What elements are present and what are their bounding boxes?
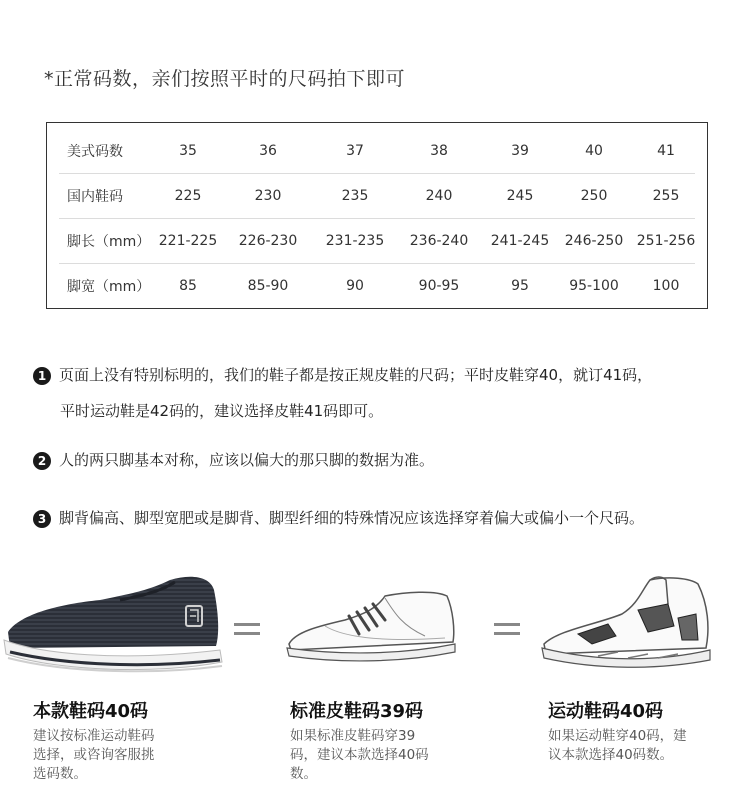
page-heading: *正常码数，亲们按照平时的尺码拍下即可 <box>44 68 406 90</box>
size-table-cell: 90 <box>346 277 364 294</box>
size-table-cell: 230 <box>254 187 282 204</box>
note-1-line2: 平时运动鞋是42码的，建议选择皮鞋41码即可。 <box>60 402 384 420</box>
note-2 <box>33 442 434 478</box>
note-1 <box>33 357 652 429</box>
size-table-cell: 41 <box>657 142 675 159</box>
size-table-cell: 95 <box>511 277 529 294</box>
size-table-cell: 245 <box>506 187 534 204</box>
size-table-cell: 240 <box>425 187 453 204</box>
number-badge: 3 <box>33 510 51 528</box>
size-table-row <box>59 173 695 219</box>
size-table-cell: 35 <box>179 142 197 159</box>
size-table-cell: 95-100 <box>569 277 619 294</box>
size-table-row <box>59 263 695 308</box>
size-table-row <box>59 128 695 174</box>
size-chart-table <box>46 122 708 309</box>
size-table-cell: 37 <box>346 142 364 159</box>
size-table-cell: 255 <box>652 187 680 204</box>
row-label: 脚宽（mm） <box>67 278 151 295</box>
row-label: 美式码数 <box>67 143 123 160</box>
note-3-line1: 脚背偏高、脚型宽肥或是脚背、脚型纤细的特殊情况应该选择穿着偏大或偏小一个尺码。 <box>59 509 645 527</box>
size-table-row <box>59 218 695 264</box>
note-2-line1: 人的两只脚基本对称，应该以偏大的那只脚的数据为准。 <box>59 451 435 469</box>
size-table-cell: 90-95 <box>418 277 460 294</box>
equals-icon <box>494 623 520 641</box>
comparison-title-3: 运动鞋码40码 <box>548 701 664 722</box>
size-table-cell: 241-245 <box>490 232 550 249</box>
size-table-cell: 100 <box>652 277 680 294</box>
row-label: 脚长（mm） <box>67 233 151 250</box>
size-table-cell: 251-256 <box>636 232 696 249</box>
equals-icon <box>234 623 260 641</box>
number-badge: 2 <box>33 452 51 470</box>
number-badge: 1 <box>33 367 51 385</box>
size-table-cell: 36 <box>259 142 277 159</box>
size-table-cell: 246-250 <box>564 232 624 249</box>
comparison-title-2: 标准皮鞋码39码 <box>290 701 424 722</box>
leather-dress-shoe-icon <box>285 586 460 666</box>
comparison-desc-2: 如果标准皮鞋码穿39 码，建议本款选择40码 数。 <box>290 728 429 782</box>
knit-slip-on-shoe-icon <box>0 570 228 680</box>
sneaker-icon <box>538 574 718 670</box>
comparison-desc-3: 如果运动鞋穿40码，建 议本款选择40码数。 <box>548 728 687 763</box>
size-table-cell: 226-230 <box>238 232 298 249</box>
size-table-cell: 39 <box>511 142 529 159</box>
comparison-title-1: 本款鞋码40码 <box>33 701 149 722</box>
row-label: 国内鞋码 <box>67 188 123 205</box>
size-table-cell: 236-240 <box>409 232 469 249</box>
size-table-cell: 221-225 <box>158 232 218 249</box>
note-3 <box>33 500 644 536</box>
size-table-cell: 38 <box>430 142 448 159</box>
note-1-line1: 页面上没有特别标明的，我们的鞋子都是按正规皮鞋的尺码；平时皮鞋穿40，就订41码， <box>59 366 653 384</box>
size-table-cell: 85-90 <box>247 277 289 294</box>
size-table-cell: 231-235 <box>325 232 385 249</box>
size-table-cell: 225 <box>174 187 202 204</box>
size-table-cell: 235 <box>341 187 369 204</box>
size-table-cell: 40 <box>585 142 603 159</box>
size-table-cell: 85 <box>179 277 197 294</box>
size-table-cell: 250 <box>580 187 608 204</box>
comparison-desc-1: 建议按标准运动鞋码 选择，或咨询客服挑 选码数。 <box>33 728 155 782</box>
